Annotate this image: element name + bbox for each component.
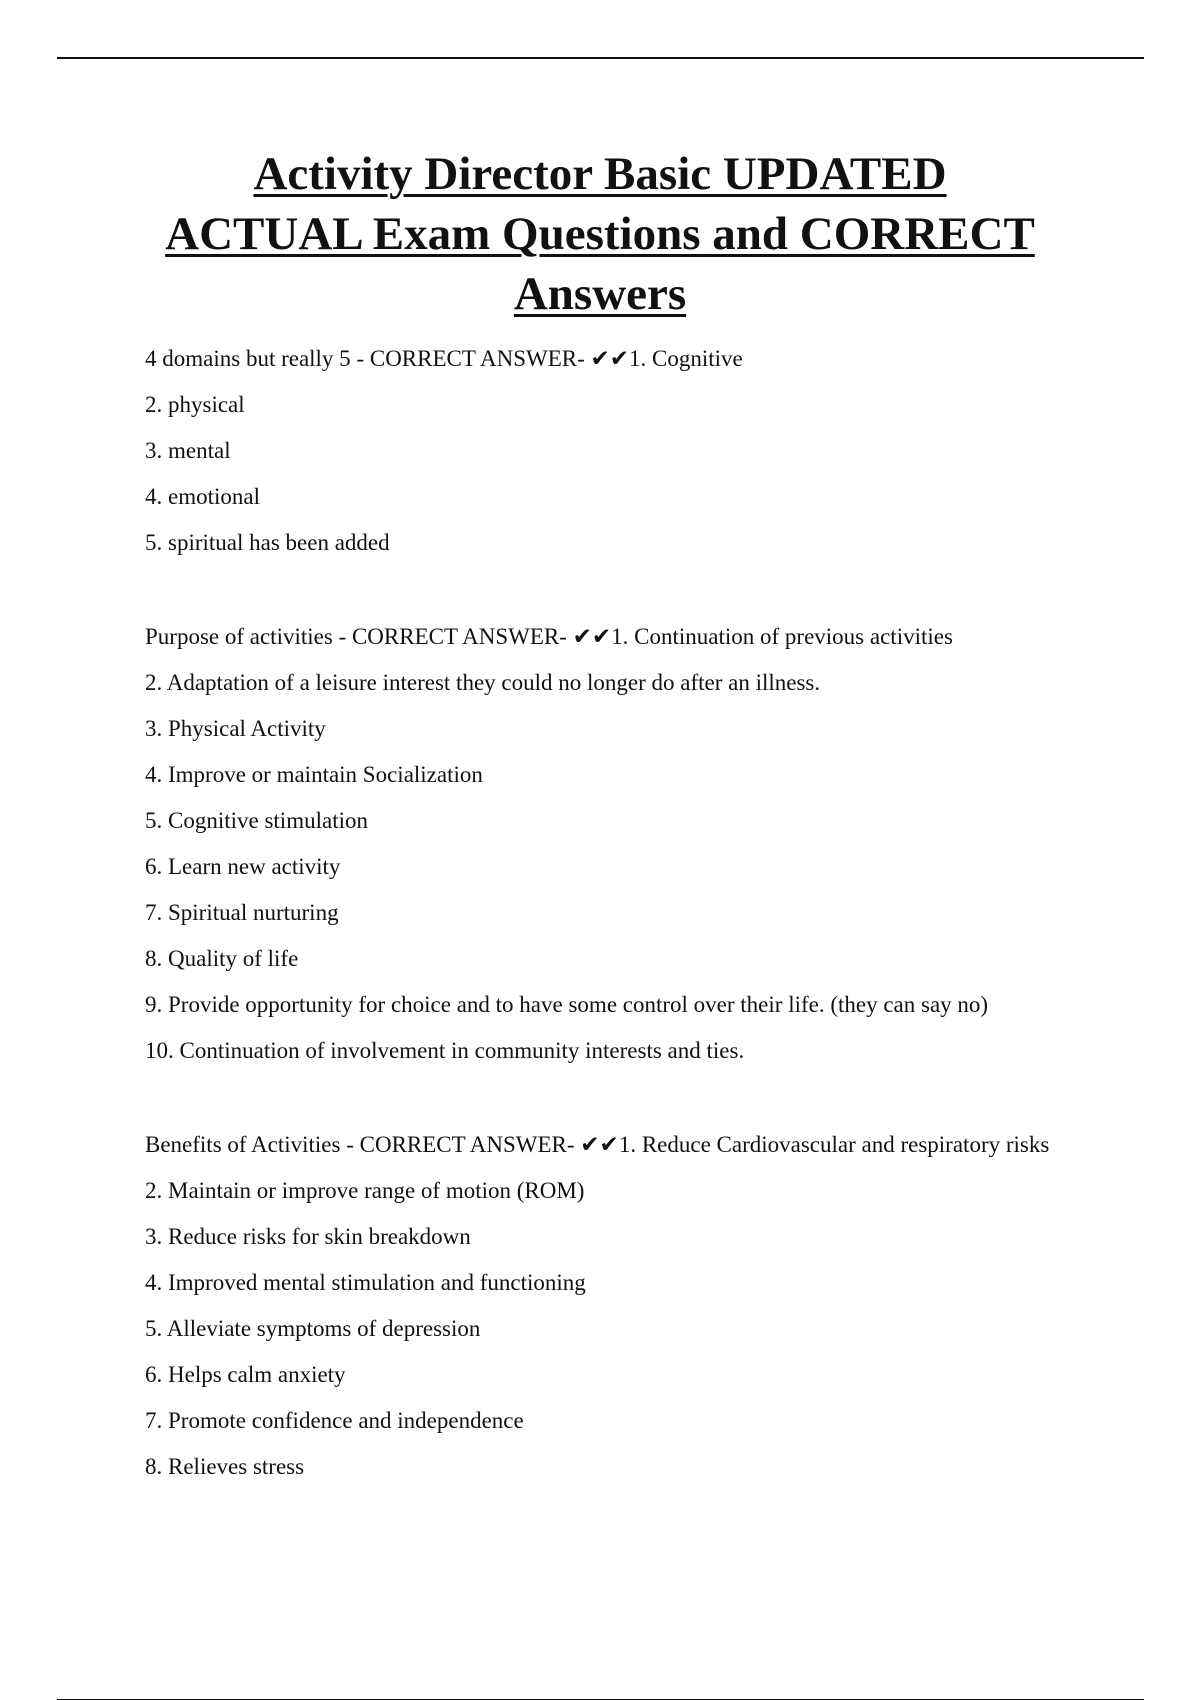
first-answer: 1. Reduce Cardiovascular and respiratory risks: [618, 1132, 1050, 1157]
answer-item: 9. Provide opportunity for choice and to have some control over their life. (they can say no): [145, 992, 989, 1017]
answer-item: 8. Relieves stress: [145, 1454, 305, 1479]
correct-answer-marker: - CORRECT ANSWER- ✔✔: [338, 624, 612, 649]
title-line-1: Activity Director Basic UPDATED: [253, 148, 947, 200]
first-answer: 1. Continuation of previous activities: [611, 624, 953, 649]
question-text: Purpose of activities: [145, 624, 333, 649]
answer-item: 6. Learn new activity: [145, 854, 341, 879]
answer-item: 4. emotional: [145, 484, 260, 509]
correct-answer-marker: - CORRECT ANSWER- ✔✔: [346, 1132, 619, 1157]
qa-block-domains: [145, 344, 1065, 558]
title-line-3: Answers: [513, 268, 687, 320]
answer-item: 2. Adaptation of a leisure interest they could no longer do after an illness.: [145, 670, 821, 695]
answer-item: 5. Alleviate symptoms of depression: [145, 1316, 481, 1341]
answer-item: 4. Improve or maintain Socialization: [145, 762, 483, 787]
answer-item: 4. Improved mental stimulation and functioning: [145, 1270, 586, 1295]
answer-item: 8. Quality of life: [145, 946, 299, 971]
qa-block-benefits: [145, 1130, 1065, 1482]
first-answer: 1. Cognitive: [629, 346, 743, 371]
document-body: [145, 344, 1065, 1546]
correct-answer-marker: - CORRECT ANSWER- ✔✔: [356, 346, 630, 371]
answer-item: 5. Cognitive stimulation: [145, 808, 368, 833]
answer-item: 3. Physical Activity: [145, 716, 326, 741]
qa-block-purpose: [145, 622, 1065, 1066]
question-line: [145, 622, 1065, 652]
top-rule: [57, 57, 1144, 59]
question-text: 4 domains but really 5: [145, 346, 351, 371]
answer-item: 6. Helps calm anxiety: [145, 1362, 346, 1387]
question-text: Benefits of Activities: [145, 1132, 341, 1157]
question-line: [145, 344, 1065, 374]
answer-item: 10. Continuation of involvement in community interests and ties.: [145, 1038, 745, 1063]
question-line: [145, 1130, 1065, 1160]
answer-item: 3. Reduce risks for skin breakdown: [145, 1224, 471, 1249]
answer-item: 2. physical: [145, 392, 245, 417]
page-title: [100, 144, 1100, 324]
answer-item: 7. Spiritual nurturing: [145, 900, 339, 925]
answer-item: 3. mental: [145, 438, 231, 463]
answer-item: 7. Promote confidence and independence: [145, 1408, 524, 1433]
answer-item: 5. spiritual has been added: [145, 530, 390, 555]
answer-item: 2. Maintain or improve range of motion (ROM): [145, 1178, 585, 1203]
title-line-2: ACTUAL Exam Questions and CORRECT: [165, 208, 1035, 260]
